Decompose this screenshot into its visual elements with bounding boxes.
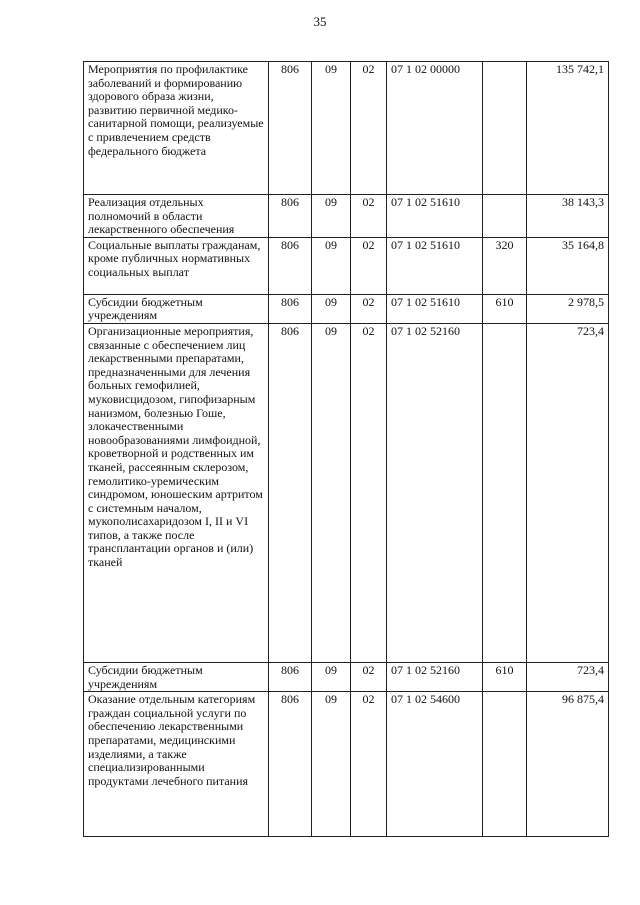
row-vr: 610 — [483, 294, 527, 323]
table-row — [84, 294, 609, 323]
row-sum: 38 143,3 — [527, 195, 609, 238]
row-name: Мероприятия по профилактике заболеваний и формированию здорового образа жизни, развитию первичной медико-санитарной помощи, реализуемые с привлечением средств федерального бюджета — [84, 62, 269, 195]
row-csr: 07 1 02 51610 — [387, 294, 483, 323]
row-gv: 806 — [269, 662, 312, 691]
row-sum: 723,4 — [527, 662, 609, 691]
row-name: Социальные выплаты гражданам, кроме публичных нормативных социальных выплат — [84, 237, 269, 294]
table-row — [84, 195, 609, 238]
row-name: Оказание отдельным категориям граждан социальной услуги по обеспечению лекарственными препаратами, медицинскими изделиями, а также специализированными продуктами лечебного питания — [84, 692, 269, 837]
row-pr: 02 — [351, 294, 387, 323]
row-pr: 02 — [351, 195, 387, 238]
row-pr: 02 — [351, 662, 387, 691]
page-number: 35 — [313, 14, 327, 29]
row-gv: 806 — [269, 62, 312, 195]
row-pr: 02 — [351, 692, 387, 837]
row-rz: 09 — [312, 237, 351, 294]
row-rz: 09 — [312, 195, 351, 238]
row-gv: 806 — [269, 294, 312, 323]
row-vr — [483, 692, 527, 837]
row-gv: 806 — [269, 195, 312, 238]
row-vr — [483, 195, 527, 238]
row-vr — [483, 323, 527, 662]
row-rz: 09 — [312, 62, 351, 195]
row-gv: 806 — [269, 237, 312, 294]
row-csr: 07 1 02 54600 — [387, 692, 483, 837]
table-row — [84, 662, 609, 691]
table-row — [84, 323, 609, 662]
row-csr: 07 1 02 52160 — [387, 323, 483, 662]
row-sum: 135 742,1 — [527, 62, 609, 195]
row-rz: 09 — [312, 294, 351, 323]
row-name: Субсидии бюджетным учреждениям — [84, 662, 269, 691]
row-gv: 806 — [269, 323, 312, 662]
row-name: Субсидии бюджетным учреждениям — [84, 294, 269, 323]
row-sum: 723,4 — [527, 323, 609, 662]
row-sum: 96 875,4 — [527, 692, 609, 837]
row-gv: 806 — [269, 692, 312, 837]
row-vr: 610 — [483, 662, 527, 691]
row-name: Реализация отдельных полномочий в области лекарственного обеспечения — [84, 195, 269, 238]
row-csr: 07 1 02 00000 — [387, 62, 483, 195]
budget-table — [83, 61, 609, 837]
row-csr: 07 1 02 52160 — [387, 662, 483, 691]
row-rz: 09 — [312, 662, 351, 691]
row-sum: 35 164,8 — [527, 237, 609, 294]
table-row — [84, 237, 609, 294]
table-row — [84, 692, 609, 837]
row-vr — [483, 62, 527, 195]
row-pr: 02 — [351, 323, 387, 662]
row-pr: 02 — [351, 62, 387, 195]
row-pr: 02 — [351, 237, 387, 294]
row-vr: 320 — [483, 237, 527, 294]
row-rz: 09 — [312, 323, 351, 662]
row-name: Организационные мероприятия, связанные с обеспечением лиц лекарственными препаратами, предназначенными для лечения больных гемофилией, муковисцидозом, гипофизарным нанизмом, болезнью Гоше, злокачественными новообразованиями лимфоидной, кроветворной и родственных им тканей, рассеянным склерозом, гемолитико-уремическим синдромом, юношеским артритом с системным началом, мукополисахаридозом I, II и VI типов, а также после трансплантации органов и (или) тканей — [84, 323, 269, 662]
row-sum: 2 978,5 — [527, 294, 609, 323]
table-row — [84, 62, 609, 195]
row-csr: 07 1 02 51610 — [387, 237, 483, 294]
row-csr: 07 1 02 51610 — [387, 195, 483, 238]
row-rz: 09 — [312, 692, 351, 837]
